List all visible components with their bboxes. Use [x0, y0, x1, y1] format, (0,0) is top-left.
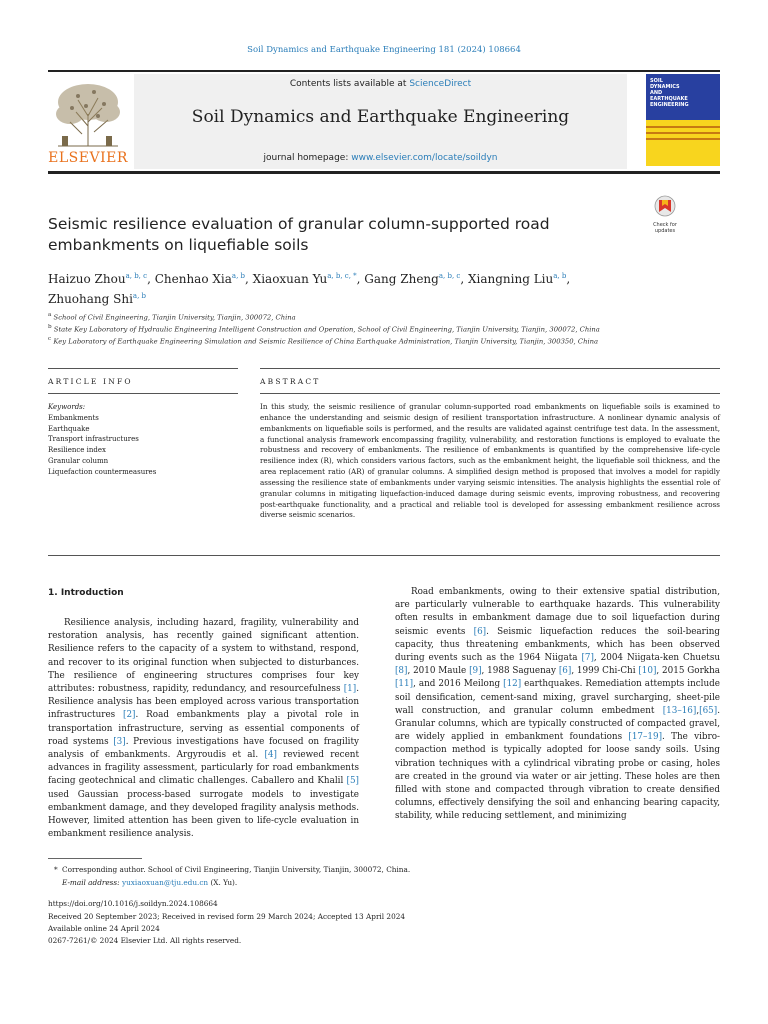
body-text: . Granular columns, which are typically constructed of compacted gravel, are widely applied in embankment foundations — [395, 705, 720, 743]
body-paragraph — [395, 586, 720, 824]
doi-link[interactable]: https://doi.org/10.1016/j.soildyn.2024.108664 — [48, 899, 218, 908]
received-dates: Received 20 September 2023; Received in revised form 29 March 2024; Accepted 13 April 2024 — [48, 912, 405, 921]
body-paragraph — [48, 617, 359, 841]
body-text: , 1999 Chi-Chi — [571, 666, 639, 677]
article-info-rule — [48, 368, 238, 369]
contents-line — [134, 79, 627, 89]
citation-link[interactable]: [12] — [503, 679, 522, 690]
footnote-rule — [48, 858, 142, 859]
contents-prefix: Contents lists available at — [289, 79, 410, 89]
citation-link[interactable]: [4] — [264, 750, 277, 761]
body-text: , and 2016 Meilong — [413, 679, 504, 690]
citation-link[interactable]: [3] — [113, 736, 126, 747]
affiliation-b — [48, 324, 708, 333]
body-text: , — [696, 705, 700, 716]
keywords-label: Keywords: — [48, 403, 86, 411]
email-link[interactable]: yuxiaoxuan@tju.edu.cn — [121, 878, 209, 887]
body-text: , 1988 Saguenay — [481, 666, 559, 677]
abstract-rule-2 — [260, 393, 720, 394]
article-title: Seismic resilience evaluation of granular column-supported road embankments on liquefiable soils — [48, 215, 550, 254]
citation-link[interactable]: [6] — [473, 626, 487, 637]
journal-cover-thumbnail[interactable] — [646, 74, 720, 166]
body-text: , 2010 Maule — [407, 666, 470, 677]
sciencedirect-link[interactable]: ScienceDirect — [409, 79, 472, 89]
citation-link[interactable]: [5] — [346, 776, 359, 787]
author-list: Haizuo Zhou$^{a, b, c}$, Chenhao Xia$^{a, b}$, Xiaoxuan $Yu^{a, b, c, *}$, Gang Zheng$^{a, b, c}$, Xiangning Liu$^{a, b}$, Zhuohang Shi$^{a, b}$ — [48, 272, 571, 306]
cover-title: SOIL DYNAMICS AND EARTHQUAKE ENGINEERING — [650, 78, 689, 108]
body-text: . Road embankments play a pivotal role in transportation infrastructure, serving as essential components of road systems — [48, 710, 359, 747]
author-name[interactable]: Xiaoxuan Yu — [252, 272, 328, 286]
author-name[interactable]: Zhuohang Shi — [48, 292, 133, 306]
check-for-updates-badge[interactable] — [645, 194, 685, 234]
keywords-block — [48, 402, 228, 478]
check-updates-icon — [645, 194, 685, 218]
keyword-item: Liquefaction countermeasures — [48, 467, 157, 476]
affiliation-text: Key Laboratory of Earthquake Engineering Simulation and Seismic Resilience of China Earthquake Administration, Tianjin University, Tianjin, 300350, China — [53, 337, 599, 346]
article-info-heading: ARTICLE INFO — [48, 377, 133, 386]
citation-link[interactable]: [9] — [469, 666, 482, 677]
keyword-item: Transport infrastructures — [48, 435, 139, 444]
body-text: reviewed recent advances in fragility assessment, particularly for road embankments facing geotechnical and climatic challenges. Caballero and Khalil — [48, 750, 359, 787]
journal-reference[interactable]: Soil Dynamics and Earthquake Engineering 181 (2024) 108664 — [247, 45, 521, 55]
body-text: Resilience analysis, including hazard, fragility, vulnerability and restoration analysis, has recently gained significant attention. Resilience refers to the capacity of a system to withstand, respond, and recover to its original function when subjected to disturbances. The resilience of engineering structures comprises four key attributes: robustness, rapidity, redundancy, and resourcefulness — [48, 618, 359, 695]
publisher-wordmark[interactable]: ELSEVIER — [48, 150, 128, 166]
affiliation-mark: a — [48, 312, 52, 318]
author-affil-marks[interactable]: a, b, c — [438, 272, 461, 280]
author-affil-marks[interactable]: a, b, c — [125, 272, 148, 280]
affiliation-text: State Key Laboratory of Hydraulic Engineering Intelligent Construction and Operation, School of Civil Engineering, Tianjin University, Tianjin, 300072, China — [53, 325, 600, 334]
keyword-item: Embankments — [48, 413, 99, 422]
citation-link[interactable]: [1] — [343, 684, 357, 695]
citation-link[interactable]: [65] — [699, 705, 718, 716]
keyword-item: Granular column — [48, 456, 109, 465]
article-info-rule-2 — [48, 393, 238, 394]
citation-link[interactable]: [8] — [395, 666, 408, 677]
journal-title: Soil Dynamics and Earthquake Engineering — [191, 107, 570, 127]
abstract-rule — [260, 368, 720, 369]
copyright-line: 0267-7261/© 2024 Elsevier Ltd. All rights reserved. — [48, 936, 242, 945]
body-text: . Resilience analysis has been employed across various transportation infrastructures — [48, 684, 359, 721]
body-text: , 2015 Gorkha — [656, 666, 721, 677]
body-text: used Gaussian process-based surrogate models to investigate embankment damage, and they developed fragility analysis methods. However, limited attention has been given to life-cycle evaluation in embankment resilience analysis. — [48, 789, 359, 840]
header-rule-top — [48, 70, 720, 72]
body-text: . Previous investigations have focused on fragility analysis of embankments. Argyroudis et al. — [48, 736, 359, 761]
section-heading-introduction: 1. Introduction — [48, 588, 124, 598]
header-rule-bottom — [48, 171, 720, 174]
homepage-prefix: journal homepage: — [263, 153, 352, 163]
corresponding-author-note — [54, 865, 411, 874]
email-suffix: (X. Yu). — [208, 878, 238, 887]
citation-link[interactable]: [13–16] — [662, 705, 697, 716]
affiliation-text: School of Civil Engineering, Tianjin University, Tianjin, 300072, China — [53, 313, 296, 322]
check-updates-line1: Check for — [653, 222, 677, 228]
email-label: E-mail address: — [62, 878, 122, 887]
keyword-item: Earthquake — [48, 424, 90, 433]
cover-stripe — [646, 126, 720, 128]
email-note — [62, 878, 237, 887]
abstract-text: In this study, the seismic resilience of granular column-supported road embankments on liquefiable soils is examined to enhance the understanding and seismic design of resilient transportation infrastructure. A nonlinear dynamic analysis of embankments on liquefiable soils is performed, and the results are validated against centrifuge test data. In the assessment, a functional analysis framework encompassing fragility, vulnerability, and restoration functions is employed to evaluate the robustness and recovery of embankments. The resilience of embankments is quantified by the comprehensive life-cycle resilience index (R), which considers various factors, such as the embankment height, the liquefiable soil thickness, and the area replacement ratio (AR) of granular columns. A simplified design method is proposed that involves a model for rapidly assessing the resilience state of embankments under varying seismic intensities. The analysis highlights the essential role of granular columns in mitigating liquefaction-induced damage during seismic events, improving robustness, and recovering post-earthquake functionality, and a practical and reliable tool is developed for assessing embankment resilience across diverse seismic scenarios. — [260, 402, 720, 520]
citation-link[interactable]: [6] — [558, 666, 572, 677]
body-text: Road embankments, owing to their extensive spatial distribution, are particularly vulnerable to earthquake hazards. This vulnerability often results in embankment damage due to soil liquefaction during seismic events — [395, 587, 720, 637]
citation-link[interactable]: [17–19] — [628, 732, 663, 743]
affiliation-mark: c — [48, 336, 52, 342]
author-name[interactable]: Xiangning Liu — [467, 272, 554, 286]
author-name[interactable]: Haizuo Zhou — [48, 272, 126, 286]
abstract-bottom-rule — [48, 555, 720, 556]
citation-link[interactable]: [7] — [581, 653, 594, 664]
affiliation-a — [48, 312, 708, 321]
corresponding-text: Corresponding author. School of Civil Engineering, Tianjin University, Tianjin, 300072, China. — [62, 865, 411, 874]
affiliation-mark: b — [48, 324, 52, 330]
abstract-heading: ABSTRACT — [260, 377, 321, 386]
author-affil-marks[interactable]: a, b — [132, 292, 147, 300]
body-column-left — [48, 617, 359, 841]
asterisk-mark: * — [54, 865, 58, 874]
affiliation-c — [48, 336, 708, 345]
body-text: . Seismic liquefaction reduces the soil-bearing capacity, thus threatening embankments, which has been observed during events such as the 1964 Niigata — [395, 626, 720, 664]
body-text: , 2004 Niigata-ken Chuetsu — [593, 653, 720, 664]
citation-link[interactable]: [11] — [395, 679, 414, 690]
author-name[interactable]: Gang Zheng — [364, 272, 439, 286]
citation-link[interactable]: [10] — [638, 666, 657, 677]
cover-stripe — [646, 132, 720, 134]
author-name[interactable]: Chenhao Xia — [154, 272, 232, 286]
cover-stripe — [646, 138, 720, 140]
check-updates-line2: updates — [654, 228, 676, 234]
homepage-link[interactable]: www.elsevier.com/locate/soildyn — [351, 153, 498, 163]
body-text: earthquakes. Remediation attempts include soil densification, cement-sand mixing, gravel surcharging, sheet-pile wall construction, and granular column embedment — [395, 679, 721, 716]
body-column-right — [395, 586, 720, 824]
keyword-item: Resilience index — [48, 446, 106, 455]
body-text: . The vibro-compaction method is typically adopted for loose sandy soils. Using vibration techniques with a cylindrical vibrating probe or casing, holes are created in the ground via water or air jetting. These holes are then filled with stone and compacted through vibration to create densified columns, effectively densifying the soil and enhancing bearing capacity, stability, while reducing settlement, and minimizing — [395, 732, 720, 822]
author-affil-marks[interactable]: a, b — [553, 272, 567, 280]
citation-link[interactable]: [2] — [123, 710, 136, 721]
author-affil-marks[interactable]: a, b — [231, 272, 246, 280]
author-affil-marks[interactable]: a, b, c, * — [327, 272, 357, 280]
available-online: Available online 24 April 2024 — [48, 924, 160, 933]
journal-homepage — [134, 153, 627, 163]
